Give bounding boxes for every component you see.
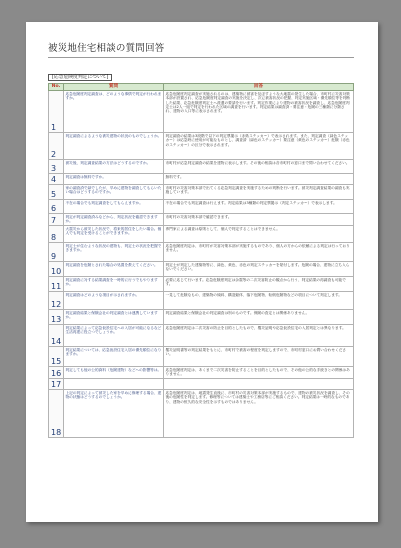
row-number: 10	[49, 262, 64, 277]
question-cell: 不在の場合でも判定調査をしてもらえますか。	[64, 200, 164, 214]
header-answer: 回答	[164, 84, 354, 91]
question-cell: 上記の判定によって被災した家を早めに修理する場合、建物の状態はどうするのでしょうか。	[64, 390, 164, 438]
table-row	[49, 367, 354, 379]
answer-cell: 応急危険度判定は二次災害の防止を目的としたもので、罹災証明や応急仮設住宅の入居判定とは異なります。	[164, 325, 354, 347]
row-number: 12	[49, 292, 64, 310]
question-cell: 判定結果については、応急仮設住宅入居の優先順位になりますか。	[64, 347, 164, 367]
answer-cell: 必要に応じて行います。応急危険度判定は余震等の二次災害防止の観点から行う、判定結果の再調査も可能です。	[164, 277, 354, 292]
row-number: 13	[49, 310, 64, 325]
table-row	[49, 185, 354, 200]
answer-cell: 応急危険度判定は、市町村が災害対策本部が実施するものであり、個人の方からの依頼による判定は行っておりません。	[164, 243, 354, 262]
row-number: 14	[49, 325, 64, 347]
answer-cell: 不在の場合でも判定調査は行えます。判定結果は3種類の判定票掲示（判定ステッカー）で表示します。	[164, 200, 354, 214]
question-cell	[64, 379, 164, 390]
table-row	[49, 243, 354, 262]
row-number: 1	[49, 91, 64, 133]
table-row	[49, 379, 354, 390]
question-cell: 大震災から被災した状況で、将来的居住をしたい場合。個人でも判定を受けることができますか。	[64, 226, 164, 243]
table-row	[49, 292, 354, 310]
row-number: 9	[49, 243, 64, 262]
answer-cell: 無料です。	[164, 174, 354, 185]
row-number: 16	[49, 367, 64, 379]
row-number: 5	[49, 185, 64, 200]
question-cell: 判定調査結果と保険会社の判定調査とは連携していますか。	[64, 310, 164, 325]
answer-cell: 判定士が判定した建築物等に、緑色、黄色、赤色の判定ステッカーを貼付します。危険の場合、建物に立ち入らないでください。	[164, 262, 354, 277]
answer-cell: 市町村の災害対策本部で確認できます。	[164, 214, 354, 226]
row-number: 11	[49, 277, 64, 292]
header-no: No.	[49, 84, 64, 91]
table-row	[49, 277, 354, 292]
question-cell: 判定結果によって応急仮設住宅への入居が可能になるなど生活再建に役立つでしょうか。	[64, 325, 164, 347]
question-cell: 判定士が住むような状況の建物も、判定士の状況を把握できますか。	[64, 243, 164, 262]
answer-cell: 応急危険度判定は、あくまで二次災害を防止することを目的としたもので、その他の公的な手続きとの関係はありません。	[164, 367, 354, 379]
row-number: 4	[49, 174, 64, 185]
qa-table	[48, 83, 354, 438]
table-row	[49, 390, 354, 438]
answer-cell: 判定調査の結果は3段階で以下の判定票掲示（赤紙ステッカー）で表示されます。また、判定調査（緑色ステッカー）は応急時に使用が可能なものとし、調査済（緑色のステッカー）要注意（黄色のステッカー）危険（赤色のステッカー）の区分で表示されます。	[164, 133, 354, 160]
answer-cell: 応急危険度判定は、地震発生直後に、市町村の災害対策本部が実施するもので、建物の被災状況を調査し、その後の危険性を判定します。修理等については建築士や工務店等にご相談ください。判定結果は一時的なものであり、建物の恒久的な安全性を示すものではありません。	[164, 390, 354, 438]
table-row	[49, 160, 354, 174]
row-number: 2	[49, 133, 64, 160]
answer-cell: 一見して危険なもの、建築物の傾斜、構造躯体、落下危険物、転倒危険物などの項目について判定します。	[164, 292, 354, 310]
question-cell: 判定調査を危険とされた場合の処置を教えてください。	[64, 262, 164, 277]
question-cell: 応急危険度判定調査は、どのような事情で判定が行われますか。	[64, 91, 164, 133]
question-cell: 判定調査は無料ですか。	[64, 174, 164, 185]
document-page	[26, 22, 378, 522]
row-number: 3	[49, 160, 64, 174]
row-number: 15	[49, 347, 64, 367]
answer-cell: 市町村が応急判定調査の結果を建物に表示します。その後の相談は各市町村の窓口まで問い合わせてください。	[164, 160, 354, 174]
row-number: 7	[49, 214, 64, 226]
answer-cell: 専門家による調査は原則として、個人で判定することはできません。	[164, 226, 354, 243]
table-row	[49, 174, 354, 185]
table-row	[49, 325, 354, 347]
table-row	[49, 262, 354, 277]
row-number: 6	[49, 200, 64, 214]
table-row	[49, 347, 354, 367]
answer-cell	[164, 379, 354, 390]
document-title: 被災地住宅相談の質問回答	[48, 40, 354, 58]
table-header-row	[49, 84, 354, 91]
question-cell: 判定調査によるような被災建物の状況のものでしょうか。	[64, 133, 164, 160]
table-row	[49, 226, 354, 243]
table-row	[49, 310, 354, 325]
table-row	[49, 133, 354, 160]
answer-cell: 罹災証明書等の判定結果をもとに、市町村で被害の程度を判定しますので、市町村窓口にお問い合わせください。	[164, 347, 354, 367]
question-cell: 判定調査はどのような項目が示されますか。	[64, 292, 164, 310]
answer-cell: 応急危険度判定調査が実施されるのは、建築物に被害を及ぼすような大地震の発生した場合、市町村に災害対策本部が設置され、応急危険度判定調査の実施を決定し、次に被害状況の把握、判定実施区域・優先順位等を判断した結果、応急危険度判定士へ派遣の要請を行います。判定作業により建物の被害状況を調査し、応急危険度判定士は2人一組で判定を行われた区域の調査を行います。判定結果は調査済・要注意・危険の三種類に分類され、建物の入口等に表示されます。	[164, 91, 354, 133]
row-number: 8	[49, 226, 64, 243]
header-question: 質問	[64, 84, 164, 91]
row-number: 18	[49, 390, 64, 438]
answer-cell: 判定調査結果と保険会社の判定調査は別のものです。保険の査定とは関係ありません。	[164, 310, 354, 325]
table-row	[49, 91, 354, 133]
section-label: [応急危険度判定について]	[48, 74, 112, 81]
answer-cell: 市町村の災害対策本部で出てくる応急判定調査を実施するための判断を行います。被災判定調査結果の調査も実施しています。	[164, 185, 354, 200]
table-row	[49, 214, 354, 226]
row-number: 17	[49, 379, 64, 390]
question-cell: 判定が判定調査済みなどから、判定状況を確認できますか。	[64, 214, 164, 226]
table-row	[49, 200, 354, 214]
question-cell: 判定調査に対する結果調査を一時的に行うでもやりますか。	[64, 277, 164, 292]
question-cell: 判定しても他の公的資料（危険建物）などへの影響等は。	[64, 367, 164, 379]
question-cell: 被災後、判定調査結果の方法はどうするのですか。	[64, 160, 164, 174]
question-cell: 家の調査済で緑でしたが、早めに建物を調査してもらいたい場合はどうするのですか。	[64, 185, 164, 200]
